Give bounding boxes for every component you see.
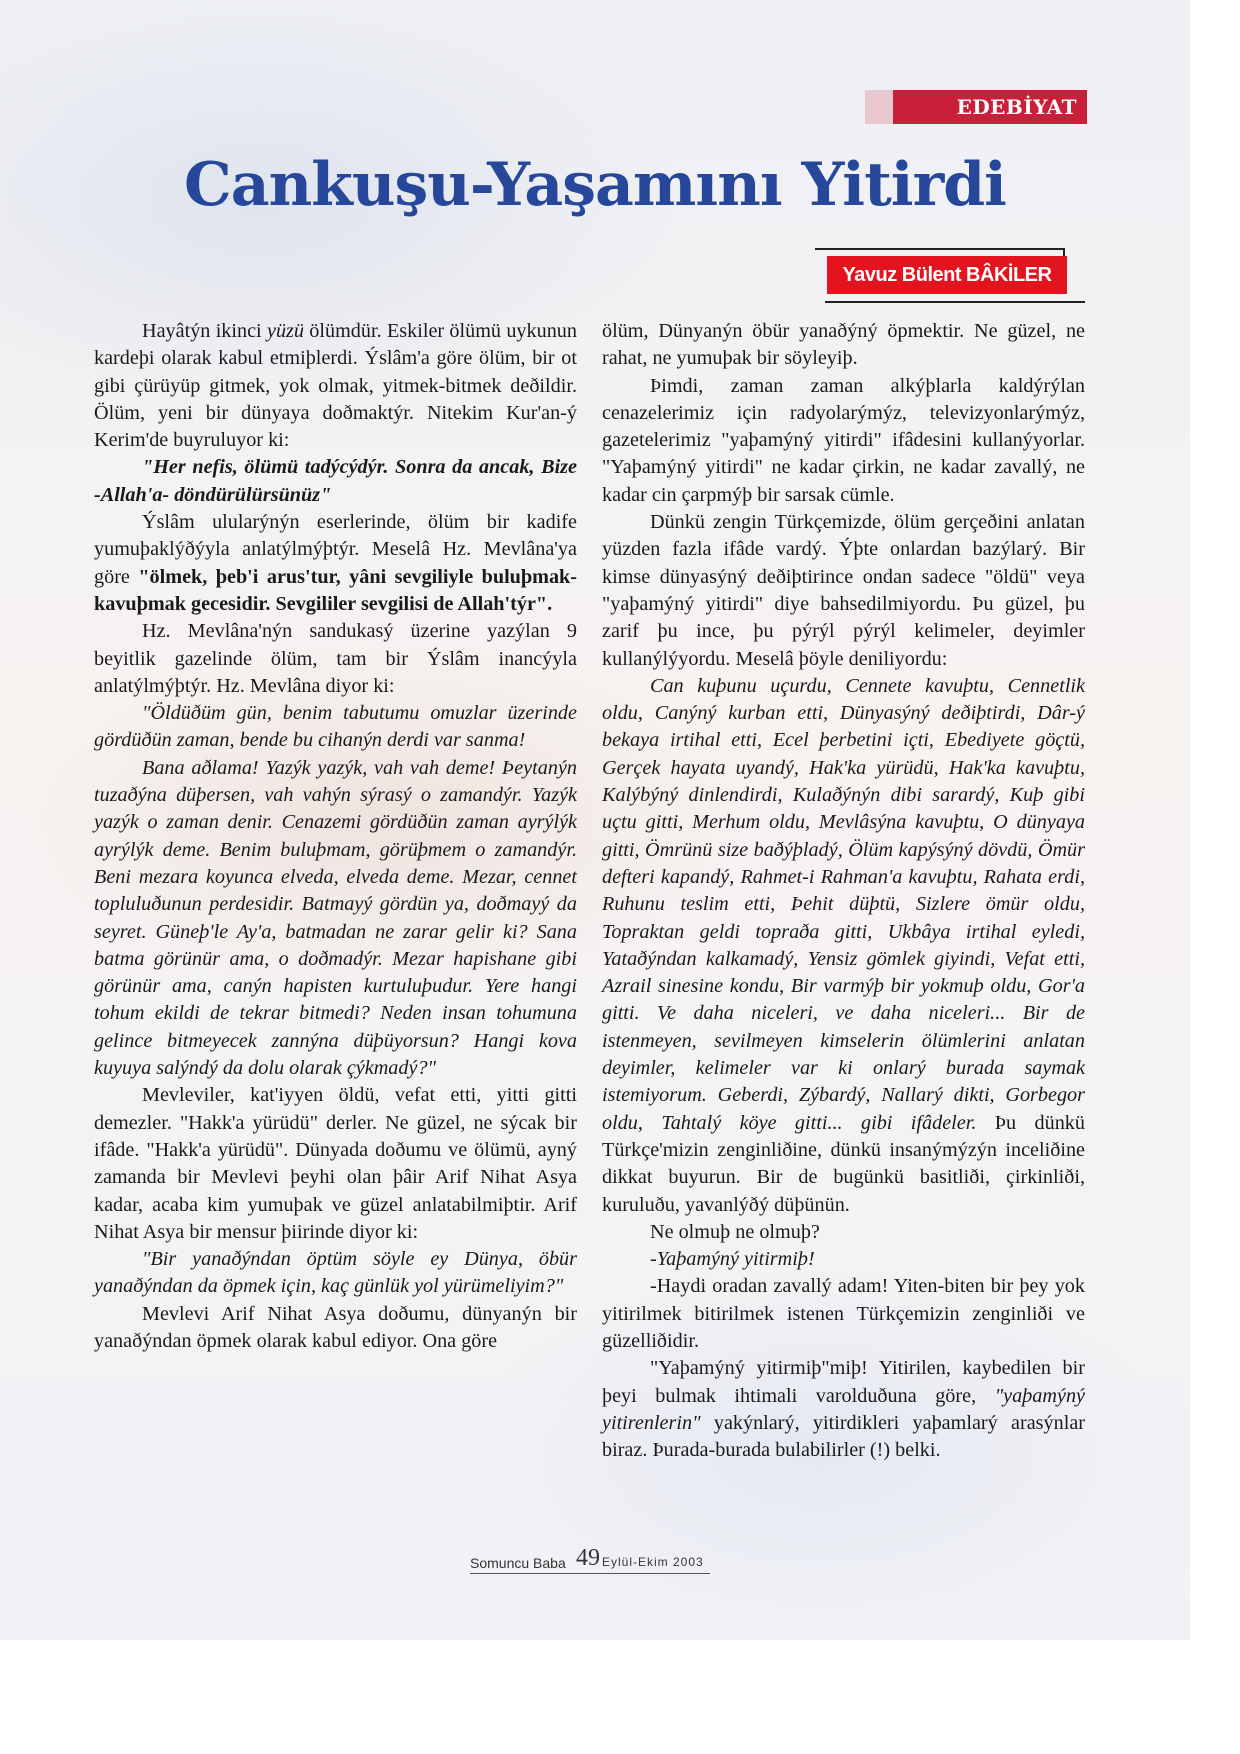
text-run: "Öldüðüm gün, benim tabutumu omuzlar üzerinde gördüðün zaman, bende bu cihanýn derdi var sanma! xyxy=(94,702,577,752)
paragraph xyxy=(602,509,1085,673)
left-column xyxy=(94,318,577,1355)
text-run: Ne olmuþ ne olmuþ? xyxy=(650,1220,820,1243)
text-run: -Yaþamýný yitirmiþ! xyxy=(650,1248,815,1271)
text-run: Þimdi, zaman zaman alkýþlarla kaldýrýlan cenazelerimiz için radyolarýmýz, televizyonlarýmýz, gazetelerimiz "yaþamýný yitirdi" ifâdesini kullanýyorlar. "Yaþamýný yitirdi" ne kadar çirkin, ne kadar zavallý, ne kadar cin çarpmýþ bir sarsak cümle. xyxy=(602,374,1085,506)
text-run: yakýnlarý, yitirdikleri yaþamlarý arasýnlar biraz. Þurada-burada bulabilirler (!) belki. xyxy=(602,1411,1085,1462)
author-rule-top xyxy=(815,248,1065,250)
text-run: "ölmek, þeb'i arus'tur, yâni sevgiliyle buluþmak-kavuþmak gecesidir. Sevgililer sevgilisi de Allah'týr". xyxy=(94,565,577,615)
paragraph xyxy=(602,373,1085,509)
author-block xyxy=(815,248,1085,304)
paragraph xyxy=(602,1355,1085,1464)
author-name: Yavuz Bülent BÂKİLER xyxy=(827,256,1067,294)
section-tag xyxy=(865,90,1087,124)
text-run: Hayâtýn ikinci xyxy=(142,320,267,342)
paragraph xyxy=(94,509,577,618)
paragraph xyxy=(602,1246,1085,1273)
text-run: Dünkü zengin Türkçemizde, ölüm gerçeðini anlatan yüzden fazla ifâde vardý. Ýþte onlardan bazýlarý. Bir kimse dünyasýný deðiþtirince ondan sadece "öldü" veya "yaþamýný yitirdi" diye bahsedilmiyordu. Þu güzel, þu zarif þu ince, þu pýrýl pýrýl kelimeler, deyimler kullanýlýyordu. Meselâ þöyle deniliyordu: xyxy=(602,511,1085,670)
footer-rule xyxy=(470,1573,710,1574)
article-title: Cankuşu-Yaşamını Yitirdi xyxy=(184,150,1006,220)
paragraph xyxy=(94,618,577,700)
text-run: -Haydi oradan zavallý adam! Yiten-biten bir þey yok yitirilmek bitirilmek istenen Türkçemizin zenginliði ve güzelliðidir. xyxy=(602,1275,1085,1352)
text-run: Mevleviler, kat'iyyen öldü, vefat etti, yitti gitti demezler. "Hakk'a yürüdü" derler. Ne güzel, ne sýcak bir ifâde. "Hakk'a yürüdü". Dünyada doðumu ve ölümü, ayný zamanda bir Mevlevi þeyhi olan þâir Arif Nihat Asya kadar, acaba kim yumuþak ve güzel anlatabilmiþtir. Arif Nihat Asya bir mensur þiirinde diyor ki: xyxy=(94,1084,577,1243)
paragraph xyxy=(94,700,577,755)
author-rule-bottom xyxy=(825,301,1085,303)
right-column xyxy=(602,318,1085,1464)
paragraph xyxy=(94,755,577,1083)
paragraph xyxy=(602,1273,1085,1355)
text-run: Hz. Mevlâna'nýn sandukasý üzerine yazýlan 9 beyitlik gazelinde ölüm, tam bir Ýslâm inancýyla anlatýlmýþtýr. Hz. Mevlâna diyor ki: xyxy=(94,620,577,697)
paragraph xyxy=(94,1246,577,1301)
paragraph xyxy=(94,1082,577,1246)
text-run: ölüm, Dünyanýn öbür yanaðýný öpmektir. Ne güzel, ne rahat, ne yumuþak bir söyleyiþ. xyxy=(602,320,1085,370)
text-run: "Bir yanaðýndan öptüm söyle ey Dünya, öbür yanaðýndan da öpmek için, kaç günlük yol yürümeliyim?" xyxy=(94,1248,577,1298)
section-label: EDEBİYAT xyxy=(956,95,1077,119)
text-run: "Yaþamýný yitirmiþ"miþ! Yitirilen, kaybedilen bir þeyi bulmak ihtimali varolduðuna göre, xyxy=(602,1357,1085,1407)
section-tag-accent xyxy=(865,90,893,124)
text-run: Ýslâm ulularýnýn eserlerinde, ölüm bir kadife yumuþaklýðýyla anlatýlmýþtýr. Meselâ Hz. Mevlâna'ya göre xyxy=(94,511,577,588)
text-run: Mevlevi Arif Nihat Asya doðumu, dünyanýn bir yanaðýndan öpmek olarak kabul ediyor. Ona göre xyxy=(94,1302,577,1352)
footer-magazine: Somuncu Baba xyxy=(470,1555,566,1571)
text-run: "Her nefis, ölümü tadýcýdýr. Sonra da ancak, Bize -Allah'a- döndürülürsünüz" xyxy=(94,456,577,506)
footer-issue: Eylül-Ekim 2003 xyxy=(602,1555,704,1569)
paragraph xyxy=(602,1219,1085,1246)
page-number: 49 xyxy=(576,1545,600,1571)
paragraph xyxy=(94,454,577,509)
paragraph xyxy=(94,318,577,454)
page-footer xyxy=(470,1545,710,1577)
text-run: Þu dünkü Türkçe'mizin zenginliðine, dünkü insanýmýzýn inceliðine dikkat buyurun. Bir de bugünkü basitliði, çirkinliði, kuruluðu, yavanlýðý düþünün. xyxy=(602,1111,1085,1216)
paragraph xyxy=(602,318,1085,373)
paragraph xyxy=(94,1301,577,1356)
text-run: ölümdür. Eskiler ölümü uykunun kardeþi olarak kabul etmiþlerdi. Ýslâm'a göre ölüm, bir ot gibi çürüyüp gitmek, yok olmak, yitmek-bitmek deðildir. Ölüm, yeni bir dünyaya doðmaktýr. Nitekim Kur'an-ý Kerim'de buyruluyor ki: xyxy=(94,320,577,452)
text-run: yüzü xyxy=(266,320,304,342)
paragraph xyxy=(602,673,1085,1219)
text-run: Can kuþunu uçurdu, Cennete kavuþtu, Cennetlik oldu, Canýný kurban etti, Dünyasýný deðiþtirdi, Dâr-ý bekaya irtihal etti, Ecel þerbetini içti, Ebediyete göçtü, Gerçek hayata uyandý, Hak'ka yürüdü, Hak'ka kavuþtu, Kalýbýný dinlendirdi, Kulaðýnýn dibi sarardý, Kuþ gibi uçtu gitti, Merhum oldu, Mevlâsýna kavuþtu, O dünyaya gitti, Ömrünü size baðýþladý, Ölüm kapýsýný dövdü, Ömür defteri kapandý, Rahmet-i Rahman'a kavuþtu, Rahata erdi, Ruhunu teslim etti, Þehit düþtü, Sizlere ömür oldu, Topraktan geldi topraða gitti, Ukbâya irtihal eyledi, Yataðýndan kalkamadý, Yensiz gömlek giyindi, Vefat etti, Azrail sinesine kondu, Bir varmýþ bir yokmuþ oldu, Gor'a gitti. Ve daha niceleri, ve daha niceleri... Bir de istenmeyen, sevilmeyen kimselerin ölümlerini anlatan deyimler, kelimeler var ki onlarý burada saymak istemiyorum. Geberdi, Zýbardý, Nallarý dikti, Gorbegor oldu, Tahtalý köye gitti... gibi ifâdeler. xyxy=(602,674,1085,1134)
text-run: Bana aðlama! Yazýk yazýk, vah vah deme! Þeytanýn tuzaðýna düþersen, vah vahýn sýrasý o zamandýr. Yazýk yazýk o zaman denir. Cenazemi gördüðün zaman ayrýlýk ayrýlýk deme. Benim buluþmam, görüþmem o zamandýr. Beni mezara koyunca elveda, elveda deme. Mezar, cennet topluluðunun perdesidir. Batmayý gördün ya, doðmayý da seyret. Güneþ'le Ay'a, batmadan ne zarar gelir ki? Sana batma görünür ama, o doðmadýr. Mezar hapishane gibi görünür ama, canýn hapisten kurtuluþudur. Yere hangi tohum ekildi de tekrar bitmedi? Neden insan tohumuna gelince bitmeyecek zannýna düþüyorsun? Hangi kova kuyuya salýndý da dolu olarak çýkmadý?" xyxy=(94,756,577,1080)
text-run: "yaþamýný yitirenlerin" xyxy=(602,1384,1085,1434)
